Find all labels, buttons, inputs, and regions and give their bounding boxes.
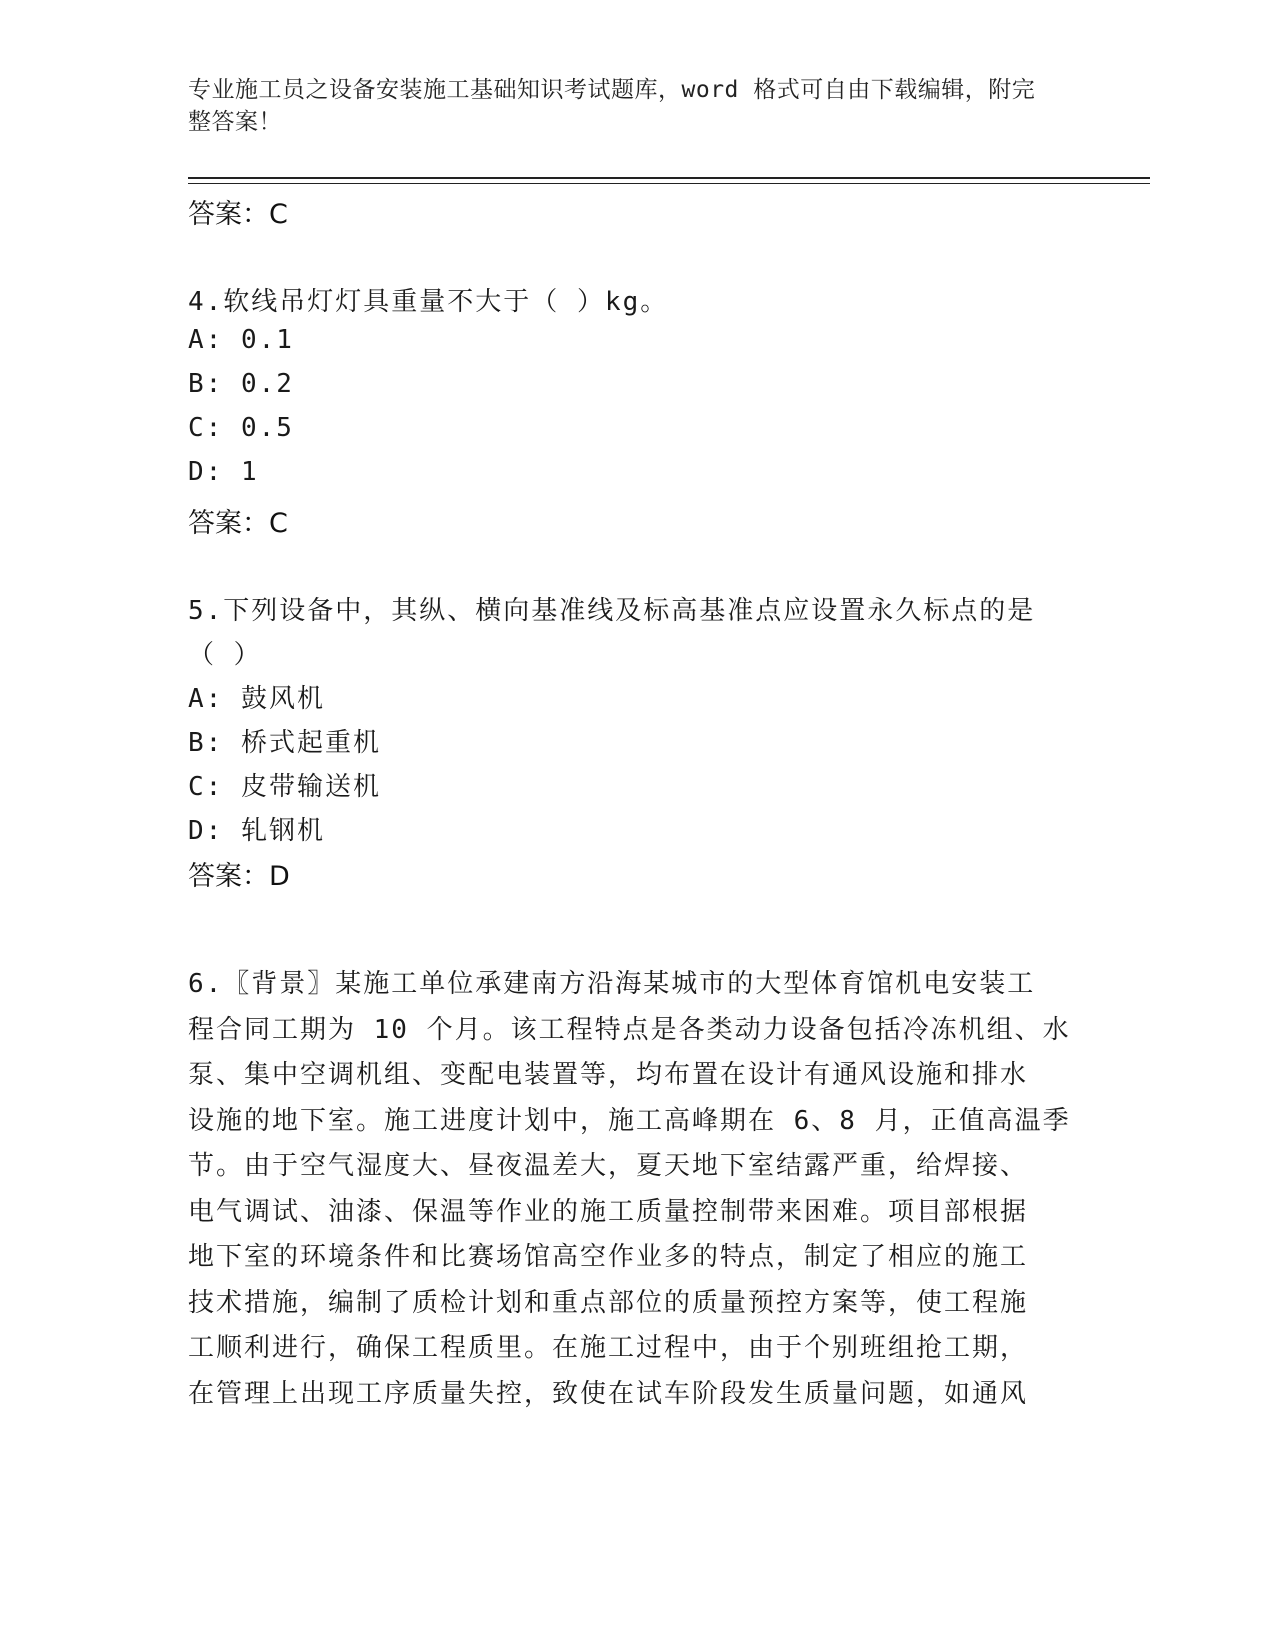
question-6-line: 泵、集中空调机组、变配电装置等，均布置在设计有通风设施和排水 bbox=[188, 1060, 1029, 1090]
question-5-option-a: A: 鼓风机 bbox=[188, 684, 325, 714]
document-header bbox=[188, 74, 1068, 138]
header-line-1: 专业施工员之设备安装施工基础知识考试题库，word 格式可自由下载编辑，附完 bbox=[188, 77, 1036, 103]
question-6-line: 在管理上出现工序质量失控，致使在试车阶段发生质量问题，如通风 bbox=[188, 1378, 1029, 1409]
question-4-answer: 答案：C bbox=[188, 508, 288, 539]
header-divider-thin bbox=[188, 183, 1150, 184]
question-6-line: 工顺利进行，确保工程质里。在施工过程中，由于个别班组抢工期， bbox=[188, 1333, 1029, 1363]
header-line-2: 整答案！ bbox=[188, 109, 282, 135]
question-5-stem-line-2: （ ） bbox=[188, 640, 262, 670]
question-4-option-b: B: 0.2 bbox=[188, 369, 294, 399]
question-6-line: 节。由于空气湿度大、昼夜温差大，夏天地下室结露严重，给焊接、 bbox=[188, 1151, 1029, 1181]
question-4-stem: 4.软线吊灯灯具重量不大于（ ）kg。 bbox=[188, 287, 669, 317]
question-6-line: 电气调试、油漆、保温等作业的施工质量控制带来困难。项目部根据 bbox=[188, 1196, 1029, 1227]
question-5-option-d: D: 轧钢机 bbox=[188, 816, 325, 846]
question-6-line: 设施的地下室。施工进度计划中，施工高峰期在 6、8 月，正值高温季 bbox=[188, 1105, 1071, 1136]
question-5-stem-line-1: 5.下列设备中，其纵、横向基准线及标高基准点应设置永久标点的是 bbox=[188, 596, 1036, 626]
question-4-option-c: C: 0.5 bbox=[188, 413, 294, 443]
question-6-paragraph bbox=[188, 962, 1071, 1417]
header-divider-thick bbox=[188, 177, 1150, 179]
question-5-option-b: B: 桥式起重机 bbox=[188, 728, 381, 758]
question-6-line: 6.〖背景〗某施工单位承建南方沿海某城市的大型体育馆机电安装工 bbox=[188, 969, 1036, 999]
question-6-line: 技术措施，编制了质检计划和重点部位的质量预控方案等，使工程施 bbox=[188, 1287, 1029, 1318]
question-5-answer: 答案：D bbox=[188, 861, 290, 892]
question-6-line: 程合同工期为 10 个月。该工程特点是各类动力设备包括冷冻机组、水 bbox=[188, 1014, 1071, 1045]
question-4-option-d: D: 1 bbox=[188, 457, 259, 487]
question-6-line: 地下室的环境条件和比赛场馆高空作业多的特点，制定了相应的施工 bbox=[188, 1242, 1029, 1272]
question-5-option-c: C: 皮带输送机 bbox=[188, 772, 381, 802]
question-4-option-a: A: 0.1 bbox=[188, 325, 294, 355]
previous-answer: 答案：C bbox=[188, 199, 288, 230]
